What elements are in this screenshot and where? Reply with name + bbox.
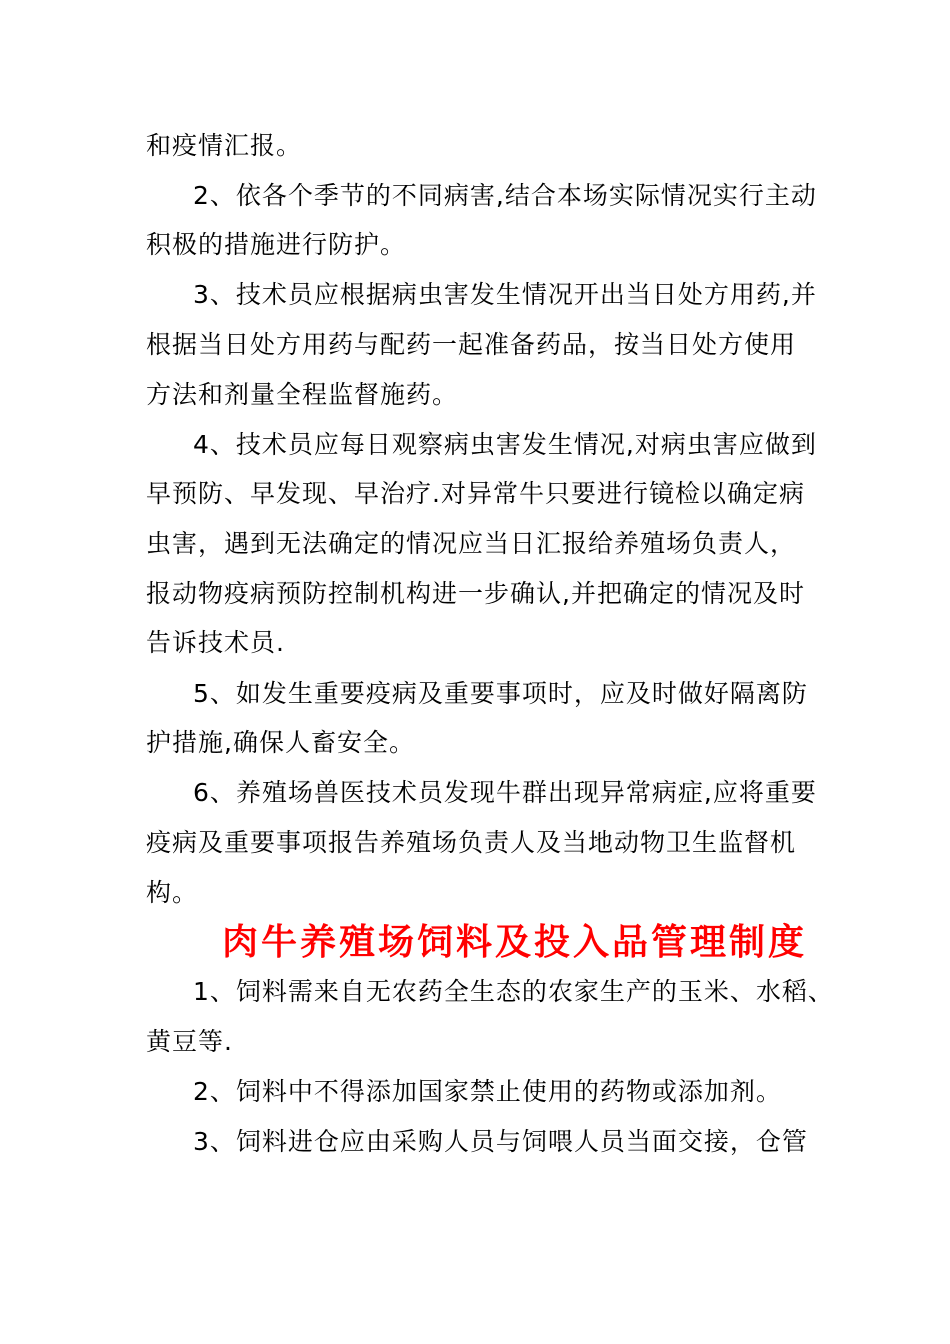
paragraph-line: 积极的措施进行防护。	[146, 230, 407, 259]
paragraph-line: 方法和剂量全程监督施药。	[146, 380, 459, 409]
paragraph-line: 报动物疫病预防控制机构进一步确认,并把确定的情况及时	[146, 579, 805, 608]
paragraph-line: 早预防、早发现、早治疗.对异常牛只要进行镜检以确定病	[146, 479, 805, 508]
paragraph-line: 告诉技术员.	[146, 628, 285, 657]
paragraph-line: 3、技术员应根据病虫害发生情况开出当日处方用药,并	[193, 280, 817, 309]
paragraph-line: 1、饲料需来自无农药全生态的农家生产的玉米、水稻、	[193, 977, 834, 1006]
paragraph-line: 和疫情汇报。	[146, 131, 303, 160]
paragraph-line: 根据当日处方用药与配药一起准备药品，按当日处方使用	[146, 330, 797, 359]
paragraph-line: 4、技术员应每日观察病虫害发生情况,对病虫害应做到	[193, 430, 817, 459]
paragraph-line: 2、依各个季节的不同病害,结合本场实际情况实行主动	[193, 181, 817, 210]
paragraph-line: 黄豆等.	[146, 1027, 233, 1056]
paragraph-line: 3、饲料进仓应由采购人员与饲喂人员当面交接，仓管	[193, 1127, 808, 1156]
paragraph-line: 护措施,确保人畜安全。	[146, 728, 415, 757]
paragraph-line: 6、养殖场兽医技术员发现牛群出现异常病症,应将重要	[193, 778, 817, 807]
paragraph-line: 2、饲料中不得添加国家禁止使用的药物或添加剂。	[193, 1077, 782, 1106]
paragraph-line: 疫病及重要事项报告养殖场负责人及当地动物卫生监督机	[146, 828, 797, 857]
section-title: 肉牛养殖场饲料及投入品管理制度	[222, 921, 808, 963]
paragraph-line: 虫害，遇到无法确定的情况应当日汇报给养殖场负责人，	[146, 529, 797, 558]
paragraph-line: 构。	[146, 878, 199, 907]
paragraph-line: 5、如发生重要疫病及重要事项时，应及时做好隔离防	[193, 679, 808, 708]
